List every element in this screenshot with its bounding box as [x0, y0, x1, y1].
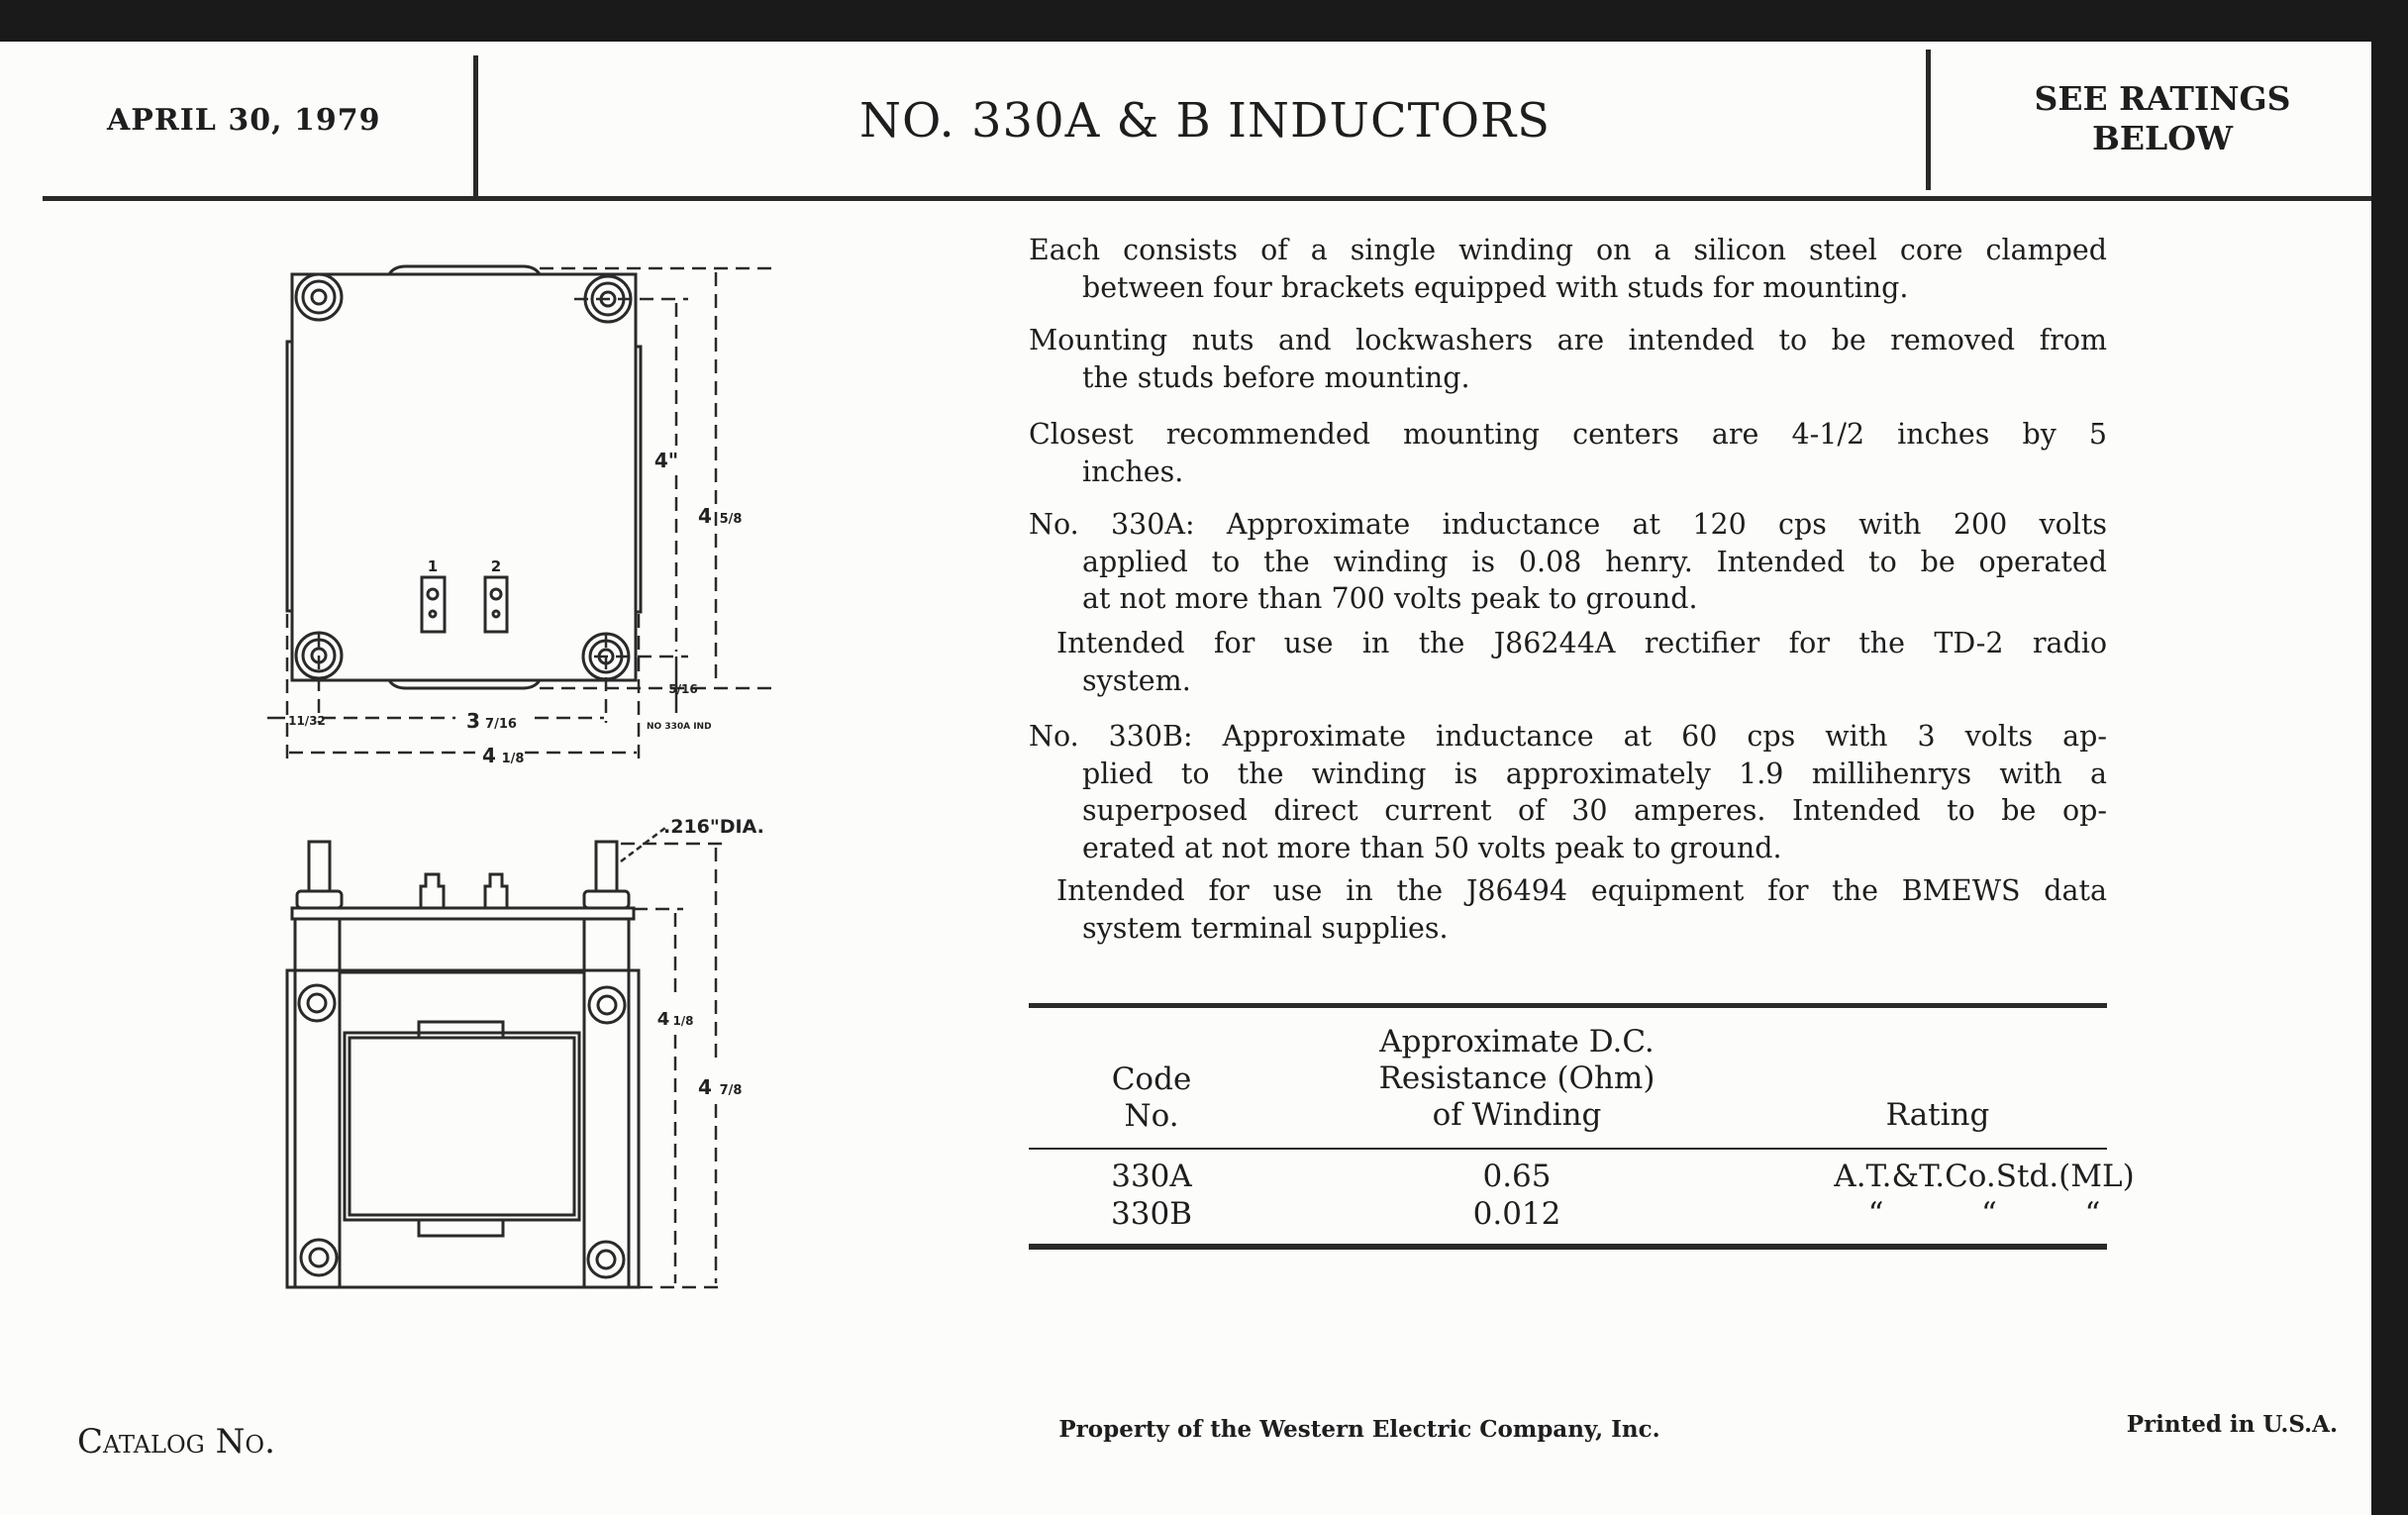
text-line: No. 330B: Approximate inductance at 60 cps with 3 volts ap- [1029, 720, 2107, 753]
text-line: No. 330A: Approximate inductance at 120 cps with 200 volts [1029, 508, 2107, 541]
stud-right [596, 842, 617, 891]
text-line: superposed direct current of 30 amperes. Intended to be op- [1082, 794, 2107, 827]
bolt-icon [588, 1242, 624, 1277]
top-view-body [292, 274, 636, 680]
header-resistance-line2: Resistance (Ohm) [1378, 1060, 1656, 1096]
text-line: the studs before mounting. [1082, 360, 1470, 394]
top-view-side-tab-right [636, 347, 641, 612]
paragraph-330b [1029, 718, 2107, 866]
text-line: between four brackets equipped with studs for mounting. [1082, 270, 1909, 304]
page-title: NO. 330A & B INDUCTORS [858, 93, 1552, 149]
dim-offset-h: 11/32 [288, 714, 326, 728]
table-header-rule [1029, 1148, 2107, 1150]
paragraph-330a-use [1029, 625, 2107, 699]
paragraph-330a [1029, 506, 2107, 618]
table-cell-code: 330A [1111, 1159, 1192, 1194]
property-notice: Property of the Western Electric Company, Inc. [1058, 1416, 1660, 1443]
nut-left [297, 891, 342, 908]
header-resistance-line3: of Winding [1432, 1097, 1602, 1133]
inductor-drawing [0, 0, 891, 1347]
top-view-side-tab-left [287, 342, 292, 611]
dim-width-outer-whole: 4 [482, 744, 496, 767]
sheet-date: APRIL 30, 1979 [107, 103, 381, 138]
dim-offset-v: 5/16 [668, 682, 698, 696]
header-rating: Rating [1885, 1097, 1990, 1133]
text-line: plied to the winding is approximately 1.9 millihenrys with a [1082, 757, 2107, 790]
terminal-2-label: 2 [490, 557, 502, 575]
side-view [287, 816, 764, 1287]
text-line: Each consists of a single winding on a silicon steel core clamped [1029, 234, 2107, 266]
table-cell-rating: A.T.&T.Co.Std.(ML) [1834, 1159, 2135, 1194]
text-line: system. [1082, 663, 1191, 697]
core-tab-bottom [419, 1220, 503, 1236]
table-cell-code: 330B [1111, 1196, 1192, 1232]
dim-width-inner-frac: 7/16 [485, 717, 517, 732]
mounting-stud-icon [296, 274, 342, 320]
dim-width-outer-frac: 1/8 [501, 752, 525, 766]
terminal-post [421, 874, 444, 908]
terminal-1-icon [422, 577, 445, 632]
bolt-icon [589, 987, 625, 1023]
text-line: erated at not more than 50 volts peak to ground. [1082, 831, 1782, 864]
dim-side-inner-frac: 1/8 [672, 1014, 694, 1028]
dim-width-inner-whole: 3 [466, 709, 480, 733]
dim-height-outer-whole: 4 [698, 504, 712, 528]
table-top-rule [1029, 1003, 2107, 1008]
dim-side-outer-frac: 7/8 [719, 1083, 743, 1098]
terminal-2-icon [485, 577, 507, 632]
header-divider-right [1926, 50, 1931, 190]
coil [345, 1033, 579, 1220]
text-line: Closest recommended mounting centers are 4-1/2 inches by 5 [1029, 418, 2107, 451]
dim-side-outer-whole: 4 [698, 1075, 712, 1099]
paragraph-mounting-nuts [1029, 322, 2107, 396]
bolt-icon [299, 985, 335, 1021]
see-ratings-line2: BELOW [2091, 119, 2234, 157]
terminal-1-label: 1 [427, 557, 439, 575]
catalog-number-label: Catalog No. [77, 1422, 275, 1462]
bolt-icon [301, 1240, 337, 1275]
text-line: Intended for use in the J86244A rectifier for the TD-2 radio [1056, 627, 2107, 659]
text-line: system terminal supplies. [1082, 911, 1449, 945]
see-ratings-line1: SEE RATINGS [2034, 79, 2291, 118]
side-view-top-plate [292, 908, 634, 919]
terminal-post [485, 874, 507, 908]
table-cell-resistance: 0.65 [1482, 1159, 1552, 1194]
top-view [267, 266, 772, 767]
table-cell-rating: “ “ “ [1867, 1196, 2101, 1232]
dim-side-inner-whole: 4 [656, 1009, 670, 1030]
paragraph-construction [1029, 232, 2107, 306]
bracket-right [584, 919, 629, 1287]
core-tab-top [419, 1022, 503, 1038]
dim-height-inner: 4" [653, 449, 679, 472]
stud-diameter-label: .216"DIA. [663, 816, 764, 838]
text-line: Mounting nuts and lockwashers are intended to be removed from [1029, 324, 2107, 356]
dim-height-outer-frac: 5/8 [719, 512, 743, 527]
table-bottom-rule [1029, 1244, 2107, 1250]
text-line: Intended for use in the J86494 equipment for the BMEWS data [1056, 874, 2107, 907]
text-line: applied to the winding is 0.08 henry. Intended to be operated [1082, 545, 2107, 578]
printed-in-usa: Printed in U.S.A. [2126, 1411, 2338, 1438]
header-resistance-line1: Approximate D.C. [1379, 1024, 1655, 1060]
text-line: at not more than 700 volts peak to ground. [1082, 582, 1698, 615]
part-marking: NO 330A IND [647, 722, 712, 732]
table-cell-resistance: 0.012 [1472, 1196, 1561, 1232]
nut-right [584, 891, 629, 908]
paragraph-330b-use [1029, 872, 2107, 947]
paragraph-mounting-centers [1029, 416, 2107, 490]
text-line: inches. [1082, 454, 1184, 488]
stud-left [309, 842, 330, 891]
header-code-line1: Code [1111, 1061, 1192, 1097]
bracket-left [295, 919, 340, 1287]
header-code-line2: No. [1124, 1098, 1179, 1134]
